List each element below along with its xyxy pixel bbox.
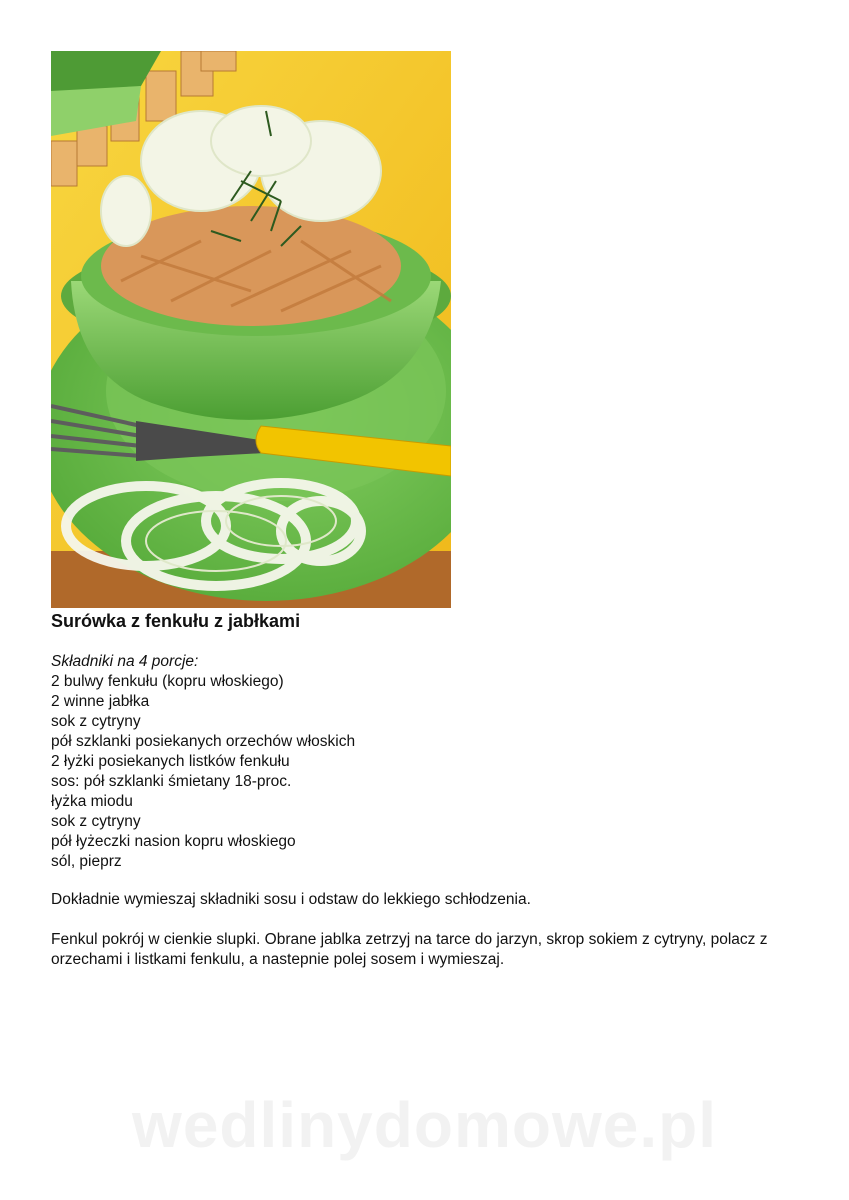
ingredient-item: sok z cytryny <box>51 713 141 730</box>
ingredients-heading: Składniki na 4 porcje: <box>51 653 199 670</box>
recipe-title: Surówka z fenkułu z jabłkami <box>51 611 301 631</box>
ingredient-item: sok z cytryny <box>51 813 141 830</box>
ingredient-item: 2 łyżki posiekanych listków fenkułu <box>51 753 290 770</box>
ingredient-item: 2 bulwy fenkułu (kopru włoskiego) <box>51 673 284 690</box>
ingredient-item: 2 winne jabłka <box>51 693 150 710</box>
watermark: wedlinydomowe.pl <box>132 1089 717 1161</box>
ingredient-item: łyżka miodu <box>51 793 133 810</box>
ingredient-item: pół szklanki posiekanych orzechów włoskich <box>51 733 356 750</box>
instruction-step-2: Fenkul pokrój w cienkie slupki. Obrane jablka zetrzyj na tarce do jarzyn, skrop sokiem z cytryny, polacz z orzechami i listkami fenkulu, a nastepnie polej sosem i wymieszaj. <box>51 931 768 968</box>
ingredient-item: pół łyżeczki nasion kopru włoskiego <box>51 833 296 850</box>
ingredient-item: sos: pół szklanki śmietany 18-proc. <box>51 773 292 790</box>
recipe-photo <box>51 51 451 608</box>
ingredient-item: sól, pieprz <box>51 853 122 870</box>
ingredients-list <box>51 652 355 872</box>
instruction-step-1: Dokładnie wymieszaj składniki sosu i odstaw do lekkiego schłodzenia. <box>51 891 531 908</box>
